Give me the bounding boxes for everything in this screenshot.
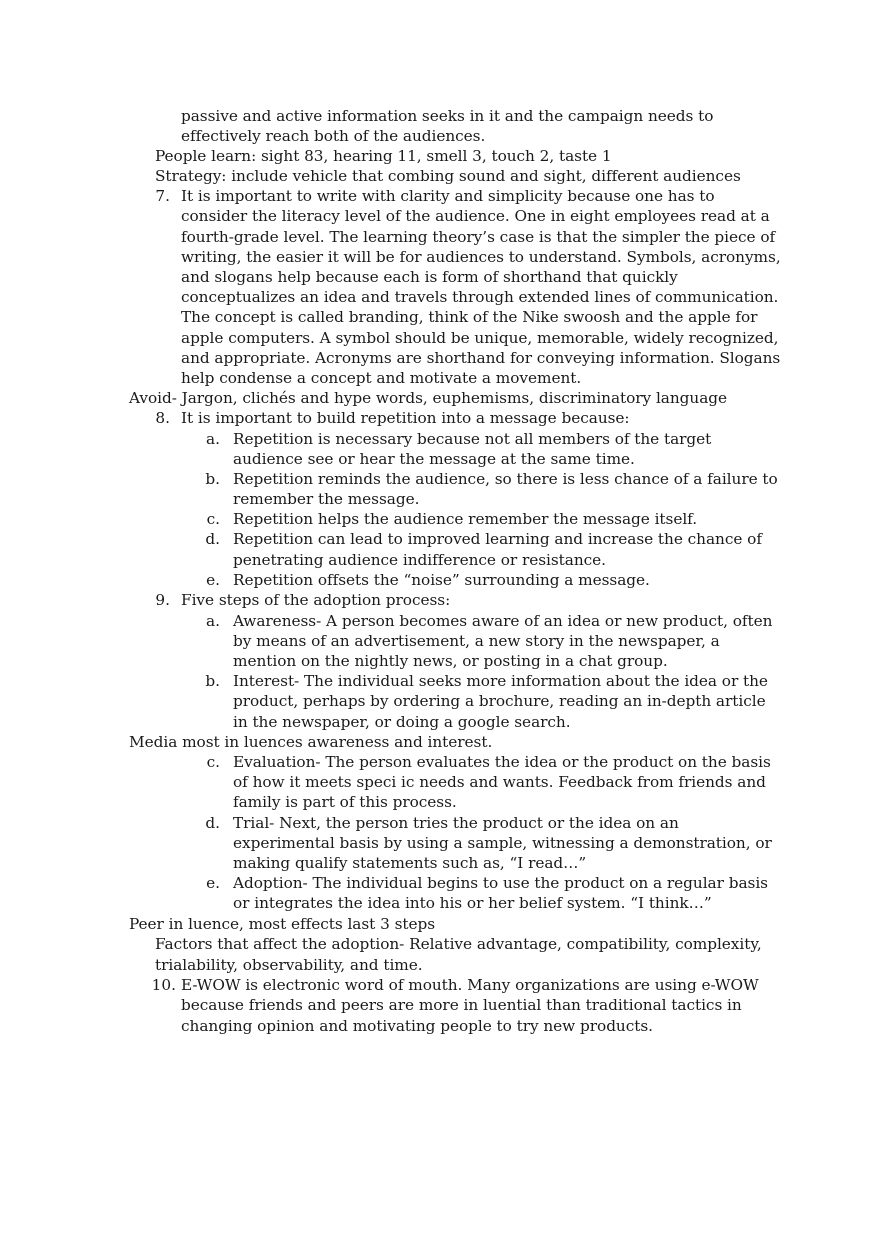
text-line: Five steps of the adoption process: [181,591,451,609]
text-line: apple computers. A symbol should be unique, memorable, widely recognized, [181,329,779,347]
text-line: of how it meets speci ic needs and wants. Feedback from friends and [233,773,766,791]
text-line: It is important to write with clarity and simplicity because one has to [181,187,715,205]
list-letter: e. [206,571,220,589]
text-line: making qualify statements such as, “I read…” [233,854,587,872]
list-letter: e. [206,874,220,892]
text-line: product, perhaps by ordering a brochure, reading an in-depth article [233,692,766,710]
text-line: Peer in luence, most effects last 3 steps [129,915,436,933]
text-line: in the newspaper, or doing a google search. [233,713,571,731]
text-line: consider the literacy level of the audience. One in eight employees read at a [181,207,770,225]
text-line: Trial- Next, the person tries the product or the idea on an [233,814,679,832]
list-letter: c. [206,753,220,771]
text-line: or integrates the idea into his or her belief system. “I think…” [233,894,712,912]
text-line: Avoid- Jargon, clichés and hype words, euphemisms, discriminatory language [129,389,728,407]
list-letter: a. [206,612,220,630]
text-line: Repetition is necessary because not all members of the target [233,430,712,448]
text-line: conceptualizes an idea and travels through extended lines of communication. [181,288,779,306]
text-line: effectively reach both of the audiences. [181,127,486,145]
text-line: Interest- The individual seeks more information about the idea or the [233,672,768,690]
list-letter: b. [205,470,220,488]
text-line: The concept is called branding, think of the Nike swoosh and the apple for [181,308,758,326]
text-line: Repetition reminds the audience, so there is less chance of a failure to [233,470,778,488]
text-line: penetrating audience indifference or resistance. [233,551,606,569]
text-line: help condense a concept and motivate a movement. [181,369,582,387]
text-line: remember the message. [233,490,420,508]
text-line: changing opinion and motivating people to try new products. [181,1017,653,1035]
text-line: family is part of this process. [233,793,457,811]
text-line: audience see or hear the message at the same time. [233,450,635,468]
text-line: passive and active information seeks in it and the campaign needs to [181,107,714,125]
list-number: 9. [155,591,170,609]
text-line: and appropriate. Acronyms are shorthand for conveying information. Slogans [181,349,781,367]
text-line: People learn: sight 83, hearing 11, smell 3, touch 2, taste 1 [155,147,612,165]
text-line: Strategy: include vehicle that combing sound and sight, different audiences [155,167,741,185]
text-line: by means of an advertisement, a new story in the newspaper, a [233,632,720,650]
text-line: Media most in luences awareness and interest. [129,733,493,751]
text-line: trialability, observability, and time. [155,956,423,974]
list-number: 7. [155,187,170,205]
text-line: Repetition can lead to improved learning and increase the chance of [233,530,762,548]
list-number: 8. [155,409,170,427]
list-letter: a. [206,430,220,448]
text-line: and slogans help because each is form of shorthand that quickly [181,268,678,286]
text-line: E-WOW is electronic word of mouth. Many organizations are using e-WOW [181,976,759,994]
list-letter: c. [206,510,220,528]
text-line: Adoption- The individual begins to use the product on a regular basis [233,874,768,892]
text-line: experimental basis by using a sample, witnessing a demonstration, or [233,834,772,852]
text-line: It is important to build repetition into a message because: [181,409,630,427]
text-line: because friends and peers are more in luential than traditional tactics in [181,996,742,1014]
text-line: Awareness- A person becomes aware of an idea or new product, often [233,612,773,630]
list-number: 10. [151,976,176,994]
text-line: Factors that affect the adoption- Relative advantage, compatibility, complexity, [155,935,762,953]
list-letter: b. [205,672,220,690]
text-line: mention on the nightly news, or posting in a chat group. [233,652,668,670]
text-line: Repetition offsets the “noise” surrounding a message. [233,571,650,589]
text-line: writing, the easier it will be for audiences to understand. Symbols, acronyms, [181,248,781,266]
text-line: fourth-grade level. The learning theory’s case is that the simpler the piece of [181,228,776,246]
text-line: Repetition helps the audience remember the message itself. [233,510,698,528]
text-line: Evaluation- The person evaluates the idea or the product on the basis [233,753,771,771]
list-letter: d. [205,530,220,548]
list-letter: d. [205,814,220,832]
